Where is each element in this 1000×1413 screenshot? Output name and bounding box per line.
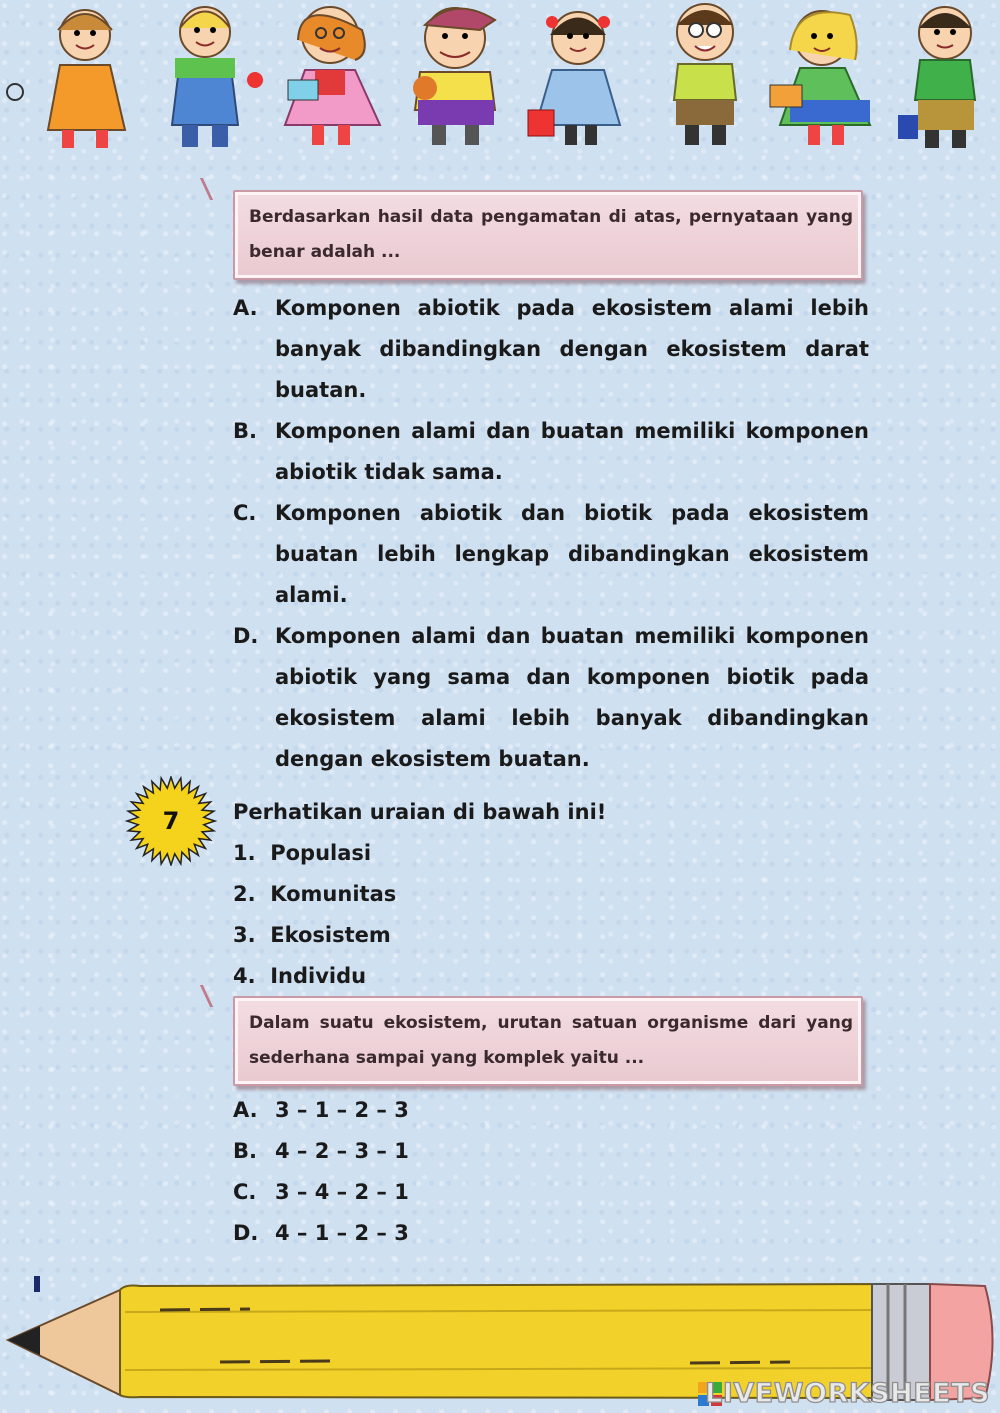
kid-girl-apron-illustration bbox=[528, 12, 620, 145]
question7-options bbox=[233, 1090, 869, 1254]
question6-options bbox=[233, 288, 869, 780]
list-text: Populasi bbox=[270, 841, 372, 865]
question7-option-c[interactable] bbox=[233, 1172, 869, 1213]
kid-boy-glasses-illustration bbox=[674, 4, 736, 145]
list-text: Komunitas bbox=[270, 882, 397, 906]
list-number: 2. bbox=[233, 882, 256, 906]
option-letter: B. bbox=[233, 1139, 257, 1163]
prompt-box-tick bbox=[200, 985, 235, 1007]
kid-boy-blue-illustration bbox=[172, 7, 263, 147]
question7-prompt: Dalam suatu ekosistem, urutan satuan organisme dari yang sederhana sampai yang komplek yaitu ... bbox=[249, 1013, 853, 1068]
option-text: Komponen alami dan buatan memiliki komponen abiotik yang sama dan komponen biotik pada ekosistem alami lebih banyak dibandingkan dengan ekosistem buatan. bbox=[275, 624, 869, 771]
option-text: 4 – 2 – 3 – 1 bbox=[275, 1139, 409, 1163]
option-text: 3 – 1 – 2 – 3 bbox=[275, 1098, 409, 1122]
question6-option-a[interactable] bbox=[233, 288, 869, 411]
option-letter: A. bbox=[233, 1098, 258, 1122]
question7-list-item bbox=[233, 915, 606, 956]
question6-option-c[interactable] bbox=[233, 493, 869, 616]
liveworksheets-watermark: LIVEWORKSHEETS bbox=[705, 1378, 990, 1409]
list-number: 4. bbox=[233, 964, 256, 988]
option-letter: B. bbox=[233, 419, 257, 443]
question6-prompt-box bbox=[233, 190, 863, 280]
list-number: 3. bbox=[233, 923, 256, 947]
option-text: Komponen abiotik dan biotik pada ekosistem buatan lebih lengkap dibandingkan ekosistem alami. bbox=[275, 501, 869, 607]
question6-option-d[interactable] bbox=[233, 616, 869, 780]
option-text: 3 – 4 – 2 – 1 bbox=[275, 1180, 409, 1204]
option-letter: C. bbox=[233, 1180, 257, 1204]
option-letter: D. bbox=[233, 624, 259, 648]
kid-boy-green-illustration bbox=[898, 7, 975, 148]
option-letter: A. bbox=[233, 296, 258, 320]
question7-number: 7 bbox=[162, 807, 180, 835]
kid-girl-pink-illustration bbox=[285, 7, 380, 145]
question-number-badge bbox=[124, 776, 218, 866]
question7-body bbox=[233, 792, 606, 997]
question7-option-b[interactable] bbox=[233, 1131, 869, 1172]
question7-option-d[interactable] bbox=[233, 1213, 869, 1254]
kid-girl-blonde-illustration bbox=[770, 11, 870, 145]
question6-option-b[interactable] bbox=[233, 411, 869, 493]
list-text: Ekosistem bbox=[270, 923, 391, 947]
option-text: 4 – 1 – 2 – 3 bbox=[275, 1221, 409, 1245]
kid-boy-yellow-illustration bbox=[413, 8, 495, 145]
option-text: Komponen alami dan buatan memiliki komponen abiotik tidak sama. bbox=[275, 419, 869, 484]
option-text: Komponen abiotik pada ekosistem alami lebih banyak dibandingkan dengan ekosistem darat buatan. bbox=[275, 296, 869, 402]
question6-prompt: Berdasarkan hasil data pengamatan di atas, pernyataan yang benar adalah ... bbox=[249, 207, 853, 262]
option-letter: D. bbox=[233, 1221, 259, 1245]
pencil-mark-icon bbox=[34, 1276, 40, 1292]
option-letter: C. bbox=[233, 501, 257, 525]
question7-intro: Perhatikan uraian di bawah ini! bbox=[233, 800, 607, 824]
prompt-box-tick bbox=[200, 178, 235, 200]
list-number: 1. bbox=[233, 841, 256, 865]
header-kids-illustration bbox=[0, 0, 1000, 160]
question7-option-a[interactable] bbox=[233, 1090, 869, 1131]
question7-list-item bbox=[233, 874, 606, 915]
question7-list-item bbox=[233, 956, 606, 997]
question7-prompt-box bbox=[233, 996, 863, 1086]
list-text: Individu bbox=[270, 964, 367, 988]
question7-list-item bbox=[233, 833, 606, 874]
kid-girl-orange-illustration bbox=[7, 10, 125, 148]
